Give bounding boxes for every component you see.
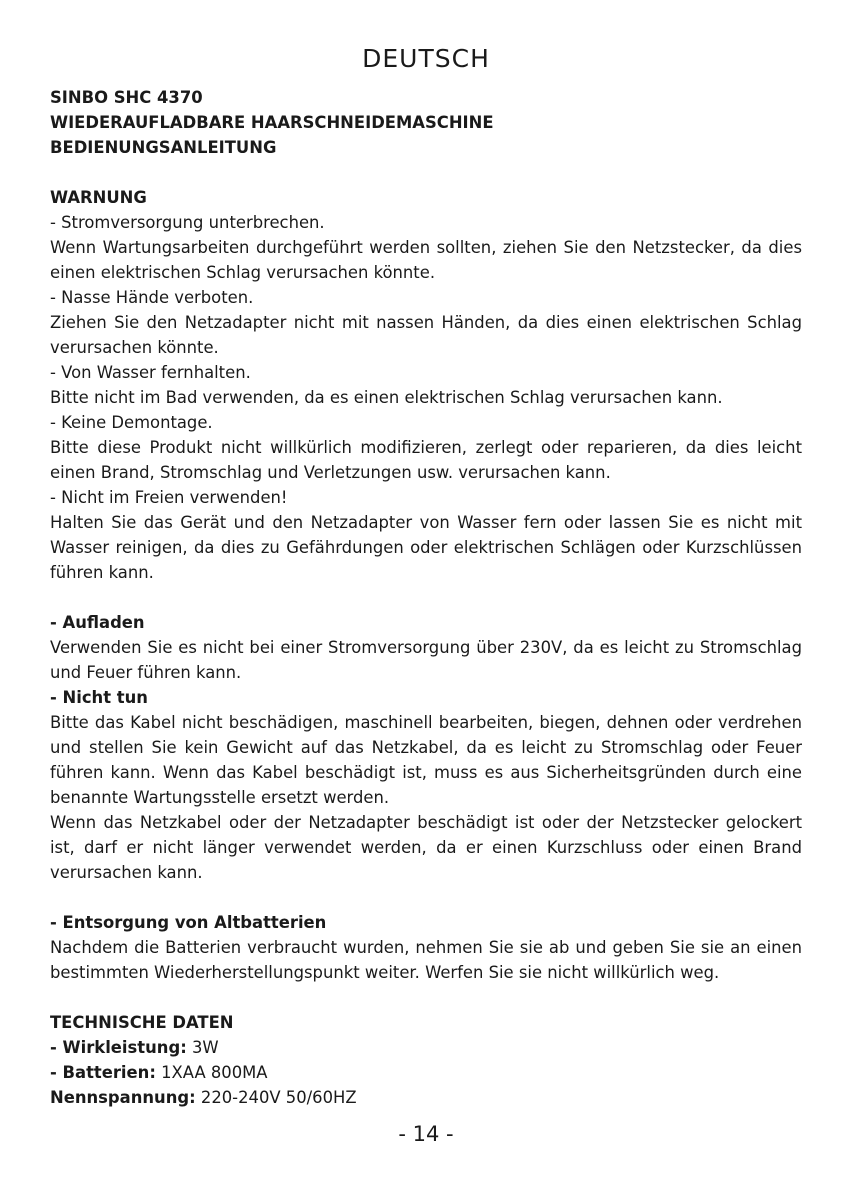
- charging-section: [50, 610, 802, 685]
- charging-heading: - Aufladen: [50, 613, 145, 632]
- dont-heading: - Nicht tun: [50, 688, 148, 707]
- product-name: WIEDERAUFLADBARE HAARSCHNEIDEMASCHINE: [50, 113, 494, 132]
- language-title: DEUTSCH: [362, 44, 490, 73]
- dont-text: Bitte das Kabel nicht beschädigen, maschinell bearbeiten, biegen, dehnen oder verdrehen und stellen Sie kein Gewicht auf das Netzkabel, da es leicht zu Stromschlag oder Feuer führen kann. Wenn das Kabel beschädigt ist, muss es aus Sicherheitsgründen durch eine benannte Wartungsstelle ersetzt werden.: [50, 713, 802, 807]
- warning-item-title: - Nasse Hände verboten.: [50, 288, 254, 307]
- disposal-heading: - Entsorgung von Altbatterien: [50, 913, 327, 932]
- model-name: SINBO SHC 4370: [50, 88, 203, 107]
- warning-item-title: - Keine Demontage.: [50, 413, 213, 432]
- warning-item-text: Ziehen Sie den Netzadapter nicht mit nassen Händen, da dies einen elektrischen Schlag verursachen könnte.: [50, 313, 802, 357]
- specs-section: [50, 1010, 802, 1110]
- warning-heading: WARNUNG: [50, 188, 147, 207]
- specs-heading: TECHNISCHE DATEN: [50, 1013, 234, 1032]
- warning-item-title: - Stromversorgung unterbrechen.: [50, 213, 325, 232]
- warning-item-text: Wenn Wartungsarbeiten durchgeführt werden sollten, ziehen Sie den Netzstecker, da dies einen elektrischen Schlag verursachen könnte.: [50, 238, 802, 282]
- spec-power-value: 3W: [186, 1038, 219, 1057]
- spec-battery-label: - Batterien:: [50, 1063, 156, 1082]
- document-type: BEDIENUNGSANLEITUNG: [50, 138, 277, 157]
- spec-battery: [50, 1060, 802, 1085]
- disposal-section: [50, 910, 802, 985]
- spec-voltage-value: 220-240V 50/60HZ: [195, 1088, 357, 1107]
- disposal-text: Nachdem die Batterien verbraucht wurden, nehmen Sie sie ab und geben Sie sie an einen bestimmten Wiederherstellungspunkt weiter. Werfen Sie sie nicht willkürlich weg.: [50, 938, 802, 982]
- warning-item-text: Bitte diese Produkt nicht willkürlich modifizieren, zerlegt oder reparieren, da dies leicht einen Brand, Stromschlag und Verletzungen usw. verursachen kann.: [50, 438, 802, 482]
- warning-section: [50, 185, 802, 585]
- warning-item-text: Bitte nicht im Bad verwenden, da es einen elektrischen Schlag verursachen kann.: [50, 388, 723, 407]
- dont-section: [50, 685, 802, 885]
- spec-voltage-label: Nennspannung:: [50, 1088, 196, 1107]
- spec-power: [50, 1035, 802, 1060]
- warning-item-text: Halten Sie das Gerät und den Netzadapter von Wasser fern oder lassen Sie es nicht mit Wasser reinigen, da dies zu Gefährdungen oder elektrischen Schlägen oder Kurzschlüssen führen kann.: [50, 513, 802, 582]
- warning-item-title: - Nicht im Freien verwenden!: [50, 488, 288, 507]
- page-content: [50, 85, 802, 1110]
- spec-power-label: - Wirkleistung:: [50, 1038, 187, 1057]
- charging-text: Verwenden Sie es nicht bei einer Stromversorgung über 230V, da es leicht zu Stromschlag und Feuer führen kann.: [50, 638, 802, 682]
- spec-battery-value: 1XAA 800MA: [155, 1063, 268, 1082]
- dont-text: Wenn das Netzkabel oder der Netzadapter beschädigt ist oder der Netzstecker gelockert ist, darf er nicht länger verwendet werden, da er einen Kurzschluss oder einen Brand verursachen kann.: [50, 813, 802, 882]
- spec-voltage: [50, 1085, 802, 1110]
- page-number: - 14 -: [398, 1122, 454, 1146]
- warning-item-title: - Von Wasser fernhalten.: [50, 363, 251, 382]
